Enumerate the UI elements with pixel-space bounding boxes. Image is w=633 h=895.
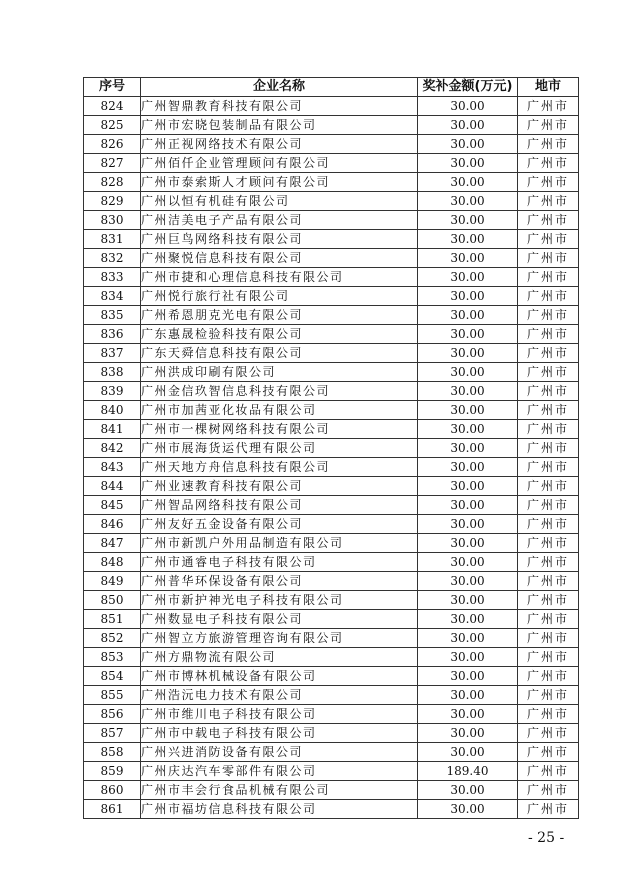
- company-name-cell: 广州市中载电子科技有限公司: [141, 724, 418, 743]
- amount-cell: 30.00: [418, 97, 518, 116]
- amount-cell: 30.00: [418, 591, 518, 610]
- subsidy-table: [83, 77, 579, 819]
- company-name-cell: 广州市福坊信息科技有限公司: [141, 800, 418, 819]
- row-number-cell: 860: [84, 781, 141, 800]
- city-cell: 广州市: [518, 211, 579, 230]
- row-number-cell: 836: [84, 325, 141, 344]
- table-row: [84, 686, 579, 705]
- amount-cell: 30.00: [418, 667, 518, 686]
- row-number-cell: 855: [84, 686, 141, 705]
- company-name-cell: 广州智鼎教育科技有限公司: [141, 97, 418, 116]
- company-name-cell: 广州兴进消防设备有限公司: [141, 743, 418, 762]
- table-row: [84, 173, 579, 192]
- amount-cell: 30.00: [418, 287, 518, 306]
- amount-cell: 30.00: [418, 344, 518, 363]
- amount-cell: 30.00: [418, 363, 518, 382]
- company-name-cell: 广州聚悦信息科技有限公司: [141, 249, 418, 268]
- company-name-cell: 广州洁美电子产品有限公司: [141, 211, 418, 230]
- table-row: [84, 743, 579, 762]
- company-name-cell: 广州市捷和心理信息科技有限公司: [141, 268, 418, 287]
- company-name-cell: 广州智立方旅游管理咨询有限公司: [141, 629, 418, 648]
- row-number-cell: 847: [84, 534, 141, 553]
- amount-cell: 30.00: [418, 173, 518, 192]
- company-name-cell: 广州数显电子科技有限公司: [141, 610, 418, 629]
- amount-cell: 30.00: [418, 610, 518, 629]
- table-row: [84, 515, 579, 534]
- amount-cell: 30.00: [418, 439, 518, 458]
- company-name-cell: 广州悦行旅行社有限公司: [141, 287, 418, 306]
- amount-cell: 30.00: [418, 154, 518, 173]
- table-row: [84, 496, 579, 515]
- table-row: [84, 724, 579, 743]
- row-number-cell: 843: [84, 458, 141, 477]
- city-cell: 广州市: [518, 192, 579, 211]
- amount-cell: 30.00: [418, 800, 518, 819]
- amount-cell: 30.00: [418, 401, 518, 420]
- row-number-cell: 845: [84, 496, 141, 515]
- city-cell: 广州市: [518, 325, 579, 344]
- city-cell: 广州市: [518, 306, 579, 325]
- city-cell: 广州市: [518, 762, 579, 781]
- amount-cell: 30.00: [418, 477, 518, 496]
- row-number-cell: 824: [84, 97, 141, 116]
- row-number-cell: 844: [84, 477, 141, 496]
- city-cell: 广州市: [518, 420, 579, 439]
- amount-cell: 30.00: [418, 211, 518, 230]
- table-row: [84, 762, 579, 781]
- company-name-cell: 广州方鼎物流有限公司: [141, 648, 418, 667]
- city-cell: 广州市: [518, 515, 579, 534]
- city-cell: 广州市: [518, 439, 579, 458]
- table-row: [84, 344, 579, 363]
- company-name-cell: 广州金信玖智信息科技有限公司: [141, 382, 418, 401]
- amount-cell: 30.00: [418, 572, 518, 591]
- amount-cell: 30.00: [418, 743, 518, 762]
- row-number-cell: 834: [84, 287, 141, 306]
- city-cell: 广州市: [518, 648, 579, 667]
- city-cell: 广州市: [518, 572, 579, 591]
- company-name-cell: 广东天舜信息科技有限公司: [141, 344, 418, 363]
- city-cell: 广州市: [518, 743, 579, 762]
- company-name-cell: 广州希恩朋克光电有限公司: [141, 306, 418, 325]
- table-row: [84, 116, 579, 135]
- amount-cell: 30.00: [418, 306, 518, 325]
- table-row: [84, 610, 579, 629]
- city-cell: 广州市: [518, 173, 579, 192]
- city-cell: 广州市: [518, 496, 579, 515]
- table-row: [84, 439, 579, 458]
- table-row: [84, 230, 579, 249]
- table-row: [84, 629, 579, 648]
- amount-cell: 30.00: [418, 420, 518, 439]
- row-number-cell: 856: [84, 705, 141, 724]
- city-cell: 广州市: [518, 800, 579, 819]
- amount-cell: 30.00: [418, 705, 518, 724]
- company-name-cell: 广州市博林机械设备有限公司: [141, 667, 418, 686]
- row-number-cell: 838: [84, 363, 141, 382]
- table-row: [84, 154, 579, 173]
- city-cell: 广州市: [518, 344, 579, 363]
- company-name-cell: 广州庆达汽车零部件有限公司: [141, 762, 418, 781]
- row-number-cell: 827: [84, 154, 141, 173]
- table-row: [84, 401, 579, 420]
- row-number-cell: 850: [84, 591, 141, 610]
- row-number-cell: 833: [84, 268, 141, 287]
- header-no: 序号: [84, 78, 141, 97]
- city-cell: 广州市: [518, 401, 579, 420]
- amount-cell: 30.00: [418, 382, 518, 401]
- city-cell: 广州市: [518, 705, 579, 724]
- row-number-cell: 835: [84, 306, 141, 325]
- company-name-cell: 广州市展海货运代理有限公司: [141, 439, 418, 458]
- city-cell: 广州市: [518, 116, 579, 135]
- company-name-cell: 广州以恒有机硅有限公司: [141, 192, 418, 211]
- row-number-cell: 853: [84, 648, 141, 667]
- row-number-cell: 851: [84, 610, 141, 629]
- table-row: [84, 287, 579, 306]
- table-row: [84, 572, 579, 591]
- company-name-cell: 广州佰仟企业管理顾问有限公司: [141, 154, 418, 173]
- table-row: [84, 648, 579, 667]
- amount-cell: 30.00: [418, 230, 518, 249]
- amount-cell: 30.00: [418, 629, 518, 648]
- city-cell: 广州市: [518, 382, 579, 401]
- city-cell: 广州市: [518, 287, 579, 306]
- table-row: [84, 382, 579, 401]
- company-name-cell: 广州市加茜亚化妆品有限公司: [141, 401, 418, 420]
- table-row: [84, 363, 579, 382]
- city-cell: 广州市: [518, 458, 579, 477]
- row-number-cell: 829: [84, 192, 141, 211]
- row-number-cell: 854: [84, 667, 141, 686]
- row-number-cell: 825: [84, 116, 141, 135]
- city-cell: 广州市: [518, 553, 579, 572]
- table-row: [84, 553, 579, 572]
- page-number: - 25 -: [528, 830, 565, 846]
- amount-cell: 30.00: [418, 781, 518, 800]
- amount-cell: 30.00: [418, 325, 518, 344]
- row-number-cell: 861: [84, 800, 141, 819]
- row-number-cell: 857: [84, 724, 141, 743]
- table-row: [84, 420, 579, 439]
- city-cell: 广州市: [518, 477, 579, 496]
- company-name-cell: 广东惠晟检验科技有限公司: [141, 325, 418, 344]
- row-number-cell: 837: [84, 344, 141, 363]
- company-name-cell: 广州友好五金设备有限公司: [141, 515, 418, 534]
- company-name-cell: 广州市一棵树网络科技有限公司: [141, 420, 418, 439]
- row-number-cell: 841: [84, 420, 141, 439]
- company-name-cell: 广州普华环保设备有限公司: [141, 572, 418, 591]
- city-cell: 广州市: [518, 610, 579, 629]
- city-cell: 广州市: [518, 135, 579, 154]
- company-name-cell: 广州市宏晓包装制品有限公司: [141, 116, 418, 135]
- row-number-cell: 846: [84, 515, 141, 534]
- amount-cell: 30.00: [418, 192, 518, 211]
- amount-cell: 30.00: [418, 648, 518, 667]
- amount-cell: 30.00: [418, 496, 518, 515]
- row-number-cell: 839: [84, 382, 141, 401]
- company-name-cell: 广州市通睿电子科技有限公司: [141, 553, 418, 572]
- company-name-cell: 广州市维川电子科技有限公司: [141, 705, 418, 724]
- city-cell: 广州市: [518, 230, 579, 249]
- table-row: [84, 705, 579, 724]
- row-number-cell: 849: [84, 572, 141, 591]
- header-city: 地市: [518, 78, 579, 97]
- row-number-cell: 842: [84, 439, 141, 458]
- company-name-cell: 广州天地方舟信息科技有限公司: [141, 458, 418, 477]
- city-cell: 广州市: [518, 154, 579, 173]
- amount-cell: 30.00: [418, 534, 518, 553]
- table-row: [84, 97, 579, 116]
- row-number-cell: 859: [84, 762, 141, 781]
- amount-cell: 30.00: [418, 135, 518, 154]
- table-row: [84, 135, 579, 154]
- company-name-cell: 广州市泰索斯人才顾问有限公司: [141, 173, 418, 192]
- company-name-cell: 广州市丰会行食品机械有限公司: [141, 781, 418, 800]
- table-row: [84, 211, 579, 230]
- table-body: [84, 97, 579, 819]
- table-row: [84, 458, 579, 477]
- amount-cell: 30.00: [418, 515, 518, 534]
- table-row: [84, 534, 579, 553]
- table-row: [84, 325, 579, 344]
- header-amount: 奖补金额(万元): [418, 78, 518, 97]
- amount-cell: 30.00: [418, 686, 518, 705]
- company-name-cell: 广州巨鸟网络科技有限公司: [141, 230, 418, 249]
- city-cell: 广州市: [518, 534, 579, 553]
- amount-cell: 30.00: [418, 268, 518, 287]
- amount-cell: 30.00: [418, 458, 518, 477]
- company-name-cell: 广州业速教育科技有限公司: [141, 477, 418, 496]
- table-row: [84, 249, 579, 268]
- row-number-cell: 848: [84, 553, 141, 572]
- table-row: [84, 800, 579, 819]
- city-cell: 广州市: [518, 686, 579, 705]
- table-row: [84, 591, 579, 610]
- city-cell: 广州市: [518, 268, 579, 287]
- company-name-cell: 广州市新护神光电子科技有限公司: [141, 591, 418, 610]
- header-company-name: 企业名称: [141, 78, 418, 97]
- row-number-cell: 830: [84, 211, 141, 230]
- city-cell: 广州市: [518, 724, 579, 743]
- row-number-cell: 858: [84, 743, 141, 762]
- city-cell: 广州市: [518, 249, 579, 268]
- city-cell: 广州市: [518, 629, 579, 648]
- amount-cell: 30.00: [418, 249, 518, 268]
- city-cell: 广州市: [518, 667, 579, 686]
- company-name-cell: 广州智品网络科技有限公司: [141, 496, 418, 515]
- table-row: [84, 781, 579, 800]
- company-name-cell: 广州市新凯户外用品制造有限公司: [141, 534, 418, 553]
- table-row: [84, 477, 579, 496]
- table-row: [84, 192, 579, 211]
- row-number-cell: 852: [84, 629, 141, 648]
- row-number-cell: 831: [84, 230, 141, 249]
- row-number-cell: 840: [84, 401, 141, 420]
- city-cell: 广州市: [518, 97, 579, 116]
- table-row: [84, 268, 579, 287]
- row-number-cell: 828: [84, 173, 141, 192]
- row-number-cell: 826: [84, 135, 141, 154]
- amount-cell: 189.40: [418, 762, 518, 781]
- city-cell: 广州市: [518, 781, 579, 800]
- amount-cell: 30.00: [418, 553, 518, 572]
- table-row: [84, 306, 579, 325]
- table-header-row: [84, 78, 579, 97]
- company-name-cell: 广州正视网络技术有限公司: [141, 135, 418, 154]
- city-cell: 广州市: [518, 363, 579, 382]
- table-row: [84, 667, 579, 686]
- city-cell: 广州市: [518, 591, 579, 610]
- amount-cell: 30.00: [418, 116, 518, 135]
- amount-cell: 30.00: [418, 724, 518, 743]
- company-name-cell: 广州洪成印刷有限公司: [141, 363, 418, 382]
- company-name-cell: 广州浩沅电力技术有限公司: [141, 686, 418, 705]
- row-number-cell: 832: [84, 249, 141, 268]
